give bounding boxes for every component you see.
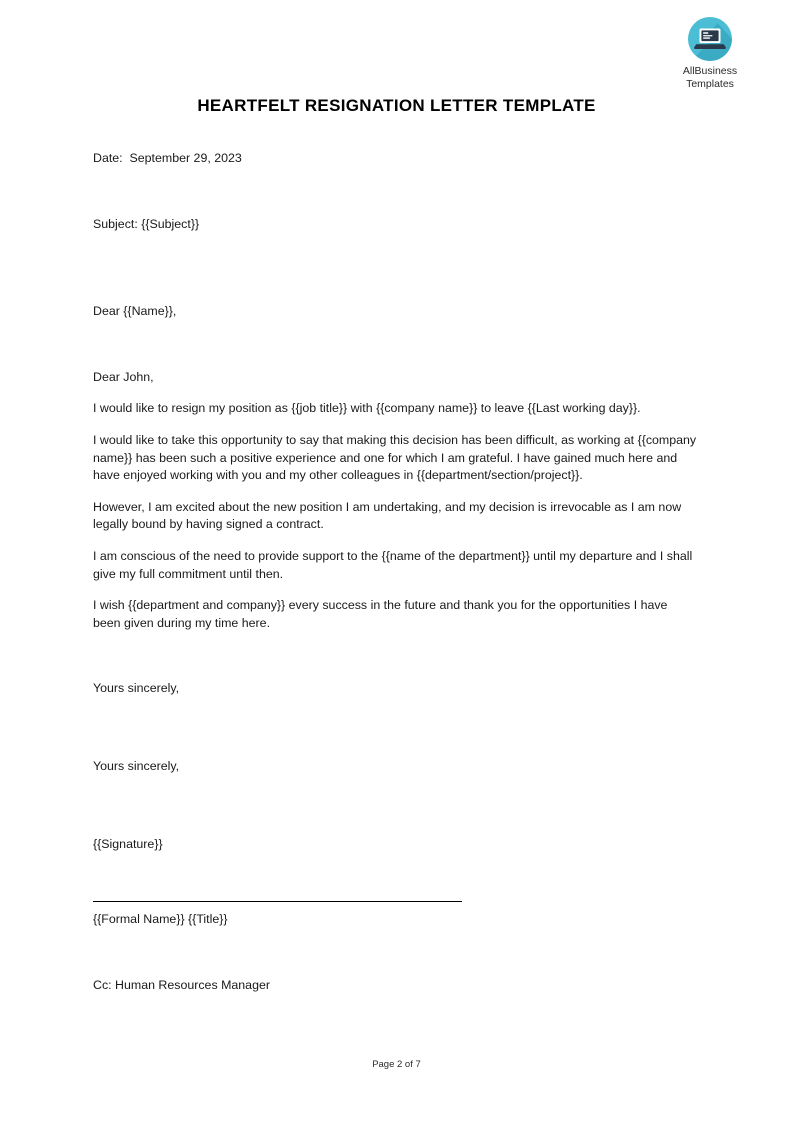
date-line: Date: September 29, 2023 bbox=[93, 151, 242, 165]
subject-line: Subject: {{Subject}} bbox=[93, 216, 200, 231]
signature-placeholder: {{Signature}} bbox=[93, 836, 163, 851]
body-paragraph-2: I would like to take this opportunity to say that making this decision has been difficult, as working at {{company name}} has been such a positive experience and one for which I am grateful. I have gained much here and have enjoyed working with you and my other colleagues in {{department/section/project}}. bbox=[93, 432, 697, 483]
body-paragraph-5: I wish {{department and company}} every success in the future and thank you for the opportunities I have been given during my time here. bbox=[93, 598, 668, 630]
letter-body bbox=[93, 150, 697, 994]
page-footer: Page 2 of 7 bbox=[372, 1059, 421, 1070]
brand-logo-line2: Templates bbox=[686, 77, 734, 90]
body-paragraph-4: I am conscious of the need to provide support to the {{name of the department}} until my departure and I shall give my full commitment until then. bbox=[93, 548, 693, 581]
body-paragraph-1: I would like to resign my position as {{job title}} with {{company name}} to leave {{Last working day}}. bbox=[93, 401, 641, 416]
laptop-icon bbox=[687, 16, 733, 62]
brand-logo-line1: AllBusiness bbox=[682, 65, 738, 77]
brand-logo bbox=[655, 16, 765, 90]
body-paragraph-3: However, I am excited about the new position I am undertaking, and my decision is irrevocable as I am now legally bound by having signed a contract. bbox=[93, 499, 682, 532]
closing-line-1: Yours sincerely, bbox=[93, 681, 180, 696]
page-title: HEARTFELT RESIGNATION LETTER TEMPLATE bbox=[197, 96, 596, 115]
salutation-placeholder: Dear {{Name}}, bbox=[93, 304, 177, 319]
brand-logo-text bbox=[655, 65, 765, 90]
closing-line-2: Yours sincerely, bbox=[93, 758, 180, 773]
salutation-example: Dear John, bbox=[93, 369, 154, 384]
cc-line: Cc: Human Resources Manager bbox=[93, 977, 270, 992]
formal-name-line: {{Formal Name}} {{Title}} bbox=[93, 912, 228, 927]
